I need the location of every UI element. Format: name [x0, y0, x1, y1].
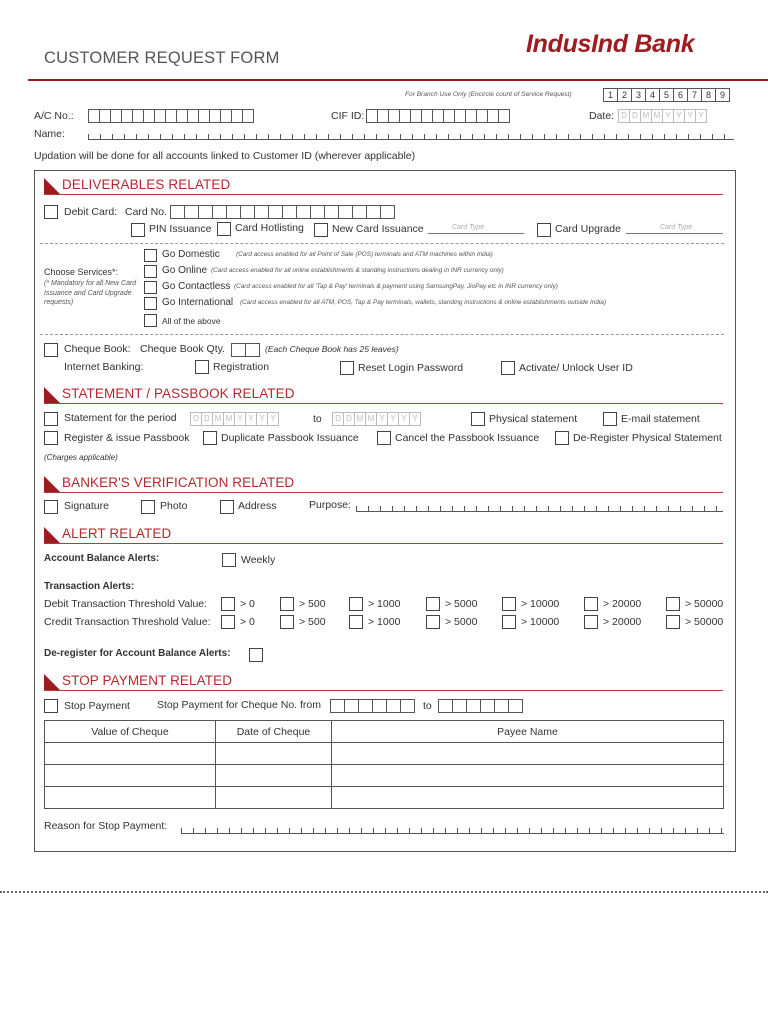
duplicate-passbook-label: Duplicate Passbook Issuance: [221, 432, 359, 444]
date-digit-box[interactable]: Y: [662, 109, 674, 123]
service-count-box[interactable]: 7: [687, 88, 702, 102]
debit-threshold-label: Debit Transaction Threshold Value:: [44, 598, 208, 610]
weekly-checkbox[interactable]: [222, 553, 236, 567]
stop-payment-label: Stop Payment: [64, 700, 130, 712]
form-title: CUSTOMER REQUEST FORM: [44, 49, 280, 67]
digit-box[interactable]: [386, 699, 401, 713]
section-marker-icon: [44, 387, 60, 403]
pin-issuance-label: PIN Issuance: [149, 223, 212, 235]
reason-label: Reason for Stop Payment:: [44, 820, 168, 832]
credit-threshold-value: > 5000: [445, 616, 478, 628]
section-verification: [44, 475, 723, 493]
table-cell[interactable]: [45, 765, 216, 787]
service-count-box[interactable]: 6: [673, 88, 688, 102]
credit-threshold-label: Credit Transaction Threshold Value:: [44, 616, 211, 628]
digit-box[interactable]: [240, 205, 255, 219]
cut-line: [0, 891, 768, 893]
digit-box[interactable]: [296, 205, 311, 219]
date-digit-box[interactable]: M: [651, 109, 663, 123]
period-from-date[interactable]: [190, 412, 278, 426]
section-deliverables: [44, 177, 723, 195]
digit-box[interactable]: [254, 205, 269, 219]
table-row[interactable]: [45, 787, 724, 809]
cancel-passbook-label: Cancel the Passbook Issuance: [395, 432, 540, 444]
digit-box[interactable]: [198, 205, 213, 219]
mandatory-note: (* Mandatory for all New Card Issuance and Card Upgrade requests): [44, 280, 137, 306]
column-header: Value of Cheque: [45, 721, 216, 743]
debit-threshold-value: > 500: [299, 598, 326, 610]
section-marker-icon: [44, 527, 60, 543]
register-passbook-checkbox[interactable]: [44, 431, 58, 445]
section-alert: [44, 526, 723, 544]
credit-threshold-value: > 50000: [685, 616, 724, 628]
card-no-boxes[interactable]: [170, 205, 394, 219]
section-title: STATEMENT / PASSBOOK RELATED: [62, 386, 295, 401]
column-header: Date of Cheque: [216, 721, 332, 743]
digit-box[interactable]: [344, 699, 359, 713]
table-cell[interactable]: [332, 787, 724, 809]
credit-threshold-checkbox[interactable]: [280, 615, 294, 629]
digit-box[interactable]: [494, 699, 509, 713]
service-count-box[interactable]: 1: [603, 88, 618, 102]
statement-period-checkbox[interactable]: [44, 412, 58, 426]
cif-id-boxes[interactable]: [366, 109, 509, 123]
section-marker-icon: [44, 476, 60, 492]
debit-threshold-value: > 10000: [521, 598, 560, 610]
weekly-label: Weekly: [241, 554, 276, 566]
table-cell[interactable]: [216, 765, 332, 787]
bank-logo: IndusInd Bank: [526, 30, 695, 58]
date-digit-box[interactable]: M: [365, 412, 377, 426]
debit-threshold-value: > 5000: [445, 598, 478, 610]
internet-banking-label: Internet Banking:: [64, 361, 144, 373]
deregister-statement-label: De-Register Physical Statement: [573, 432, 722, 444]
cancel-passbook-checkbox[interactable]: [377, 431, 391, 445]
date-digit-box[interactable]: Y: [256, 412, 268, 426]
digit-box[interactable]: [282, 205, 297, 219]
section-title: STOP PAYMENT RELATED: [62, 673, 233, 688]
digit-box[interactable]: [324, 205, 339, 219]
table-row[interactable]: [45, 765, 724, 787]
service-name: Go Contactless: [162, 281, 231, 292]
cheque-qty-label: Cheque Book Qty.: [140, 343, 226, 355]
date-digit-box[interactable]: Y: [673, 109, 685, 123]
service-count-box[interactable]: 2: [617, 88, 632, 102]
digit-box[interactable]: [498, 109, 510, 123]
date-digit-box[interactable]: D: [332, 412, 344, 426]
service-checkbox[interactable]: [144, 281, 157, 294]
cheque-from-label: Stop Payment for Cheque No. from: [157, 699, 321, 711]
date-digit-box[interactable]: M: [640, 109, 652, 123]
digit-box[interactable]: [310, 205, 325, 219]
debit-threshold-checkbox[interactable]: [426, 597, 440, 611]
name-field[interactable]: [88, 131, 734, 140]
service-checkbox[interactable]: [144, 265, 157, 278]
digit-box[interactable]: [380, 205, 395, 219]
service-count-box[interactable]: 9: [715, 88, 730, 102]
table-cell[interactable]: [332, 765, 724, 787]
section-marker-icon: [44, 178, 60, 194]
stop-payment-checkbox[interactable]: [44, 699, 58, 713]
registration-label: Registration: [213, 361, 270, 373]
service-count-boxes[interactable]: [603, 88, 729, 102]
credit-threshold-checkbox[interactable]: [349, 615, 363, 629]
digit-box[interactable]: [245, 343, 260, 357]
date-digit-box[interactable]: Y: [245, 412, 257, 426]
cheque-qty-boxes[interactable]: [231, 343, 259, 357]
period-to-label: to: [313, 413, 322, 425]
table-cell[interactable]: [45, 743, 216, 765]
service-note: (Card access enabled for all Point of Sale (POS) terminals and ATM machines within India): [236, 251, 493, 258]
reset-password-label: Reset Login Password: [358, 362, 464, 374]
date-digit-box[interactable]: Y: [387, 412, 399, 426]
table-cell[interactable]: [216, 787, 332, 809]
table-row[interactable]: [45, 743, 724, 765]
digit-box[interactable]: [358, 699, 373, 713]
new-card-label: New Card Issuance: [332, 223, 424, 235]
date-digit-box[interactable]: M: [212, 412, 224, 426]
cheque-to-label: to: [423, 700, 432, 712]
cheque-from-boxes[interactable]: [330, 699, 414, 713]
service-note: (Card access enabled for all ATM, POS, Tap & Pay terminals, wallets, standing instructions & online establishments outside India): [240, 299, 606, 306]
service-count-box[interactable]: 5: [659, 88, 674, 102]
debit-threshold-checkbox[interactable]: [584, 597, 598, 611]
debit-threshold-checkbox[interactable]: [221, 597, 235, 611]
service-checkbox[interactable]: [144, 249, 157, 262]
table-cell[interactable]: [332, 743, 724, 765]
digit-box[interactable]: [226, 205, 241, 219]
credit-threshold-checkbox[interactable]: [221, 615, 235, 629]
charges-note: (Charges applicable): [44, 453, 118, 462]
registration-checkbox[interactable]: [195, 360, 209, 374]
cheque-book-checkbox[interactable]: [44, 343, 58, 357]
credit-threshold-value: > 0: [240, 616, 255, 628]
date-digit-box[interactable]: Y: [684, 109, 696, 123]
credit-threshold-checkbox[interactable]: [584, 615, 598, 629]
purpose-label: Purpose:: [309, 499, 352, 511]
digit-box[interactable]: [184, 205, 199, 219]
register-passbook-label: Register & issue Passbook: [64, 432, 190, 444]
service-name: Go International: [162, 297, 234, 308]
date-digit-box[interactable]: Y: [409, 412, 421, 426]
card-hotlisting-label: Card Hotlisting: [235, 222, 304, 234]
card-upgrade-checkbox[interactable]: [537, 223, 551, 237]
digit-box[interactable]: [366, 205, 381, 219]
ac-no-boxes[interactable]: [88, 109, 253, 123]
duplicate-passbook-checkbox[interactable]: [203, 431, 217, 445]
cif-id-label: CIF ID:: [331, 110, 365, 122]
credit-threshold-checkbox[interactable]: [666, 615, 680, 629]
purpose-field[interactable]: [356, 503, 723, 512]
table-cell[interactable]: [45, 787, 216, 809]
address-label: Address: [238, 500, 277, 512]
debit-card-label: Debit Card:: [64, 206, 118, 218]
service-note: (Card access enabled for all 'Tap & Pay' terminals & payment using SamsungPay, JioPay etc in INR currency only): [234, 283, 558, 290]
address-checkbox[interactable]: [220, 500, 234, 514]
digit-box[interactable]: [170, 205, 185, 219]
all-above-checkbox[interactable]: [144, 314, 157, 327]
digit-box[interactable]: [352, 205, 367, 219]
all-above-label: All of the above: [162, 316, 221, 326]
statement-period-label: Statement for the period: [64, 412, 177, 424]
date-digit-box[interactable]: D: [618, 109, 630, 123]
service-count-box[interactable]: 3: [631, 88, 646, 102]
balance-alerts-label: Account Balance Alerts:: [44, 553, 160, 564]
debit-threshold-checkbox[interactable]: [280, 597, 294, 611]
photo-checkbox[interactable]: [141, 500, 155, 514]
debit-threshold-checkbox[interactable]: [349, 597, 363, 611]
service-name: Go Domestic: [162, 249, 220, 260]
digit-box[interactable]: [330, 699, 345, 713]
digit-box[interactable]: [338, 205, 353, 219]
date-digit-box[interactable]: Y: [234, 412, 246, 426]
digit-box[interactable]: [268, 205, 283, 219]
digit-box[interactable]: [372, 699, 387, 713]
service-checkbox[interactable]: [144, 297, 157, 310]
digit-box[interactable]: [231, 343, 246, 357]
deregister-alerts-label: De-register for Account Balance Alerts:: [44, 648, 231, 659]
date-digit-box[interactable]: Y: [695, 109, 707, 123]
cheque-to-boxes[interactable]: [438, 699, 522, 713]
digit-box[interactable]: [466, 699, 481, 713]
table-cell[interactable]: [216, 743, 332, 765]
date-digit-box[interactable]: Y: [267, 412, 279, 426]
stop-payment-table: [44, 720, 724, 809]
credit-threshold-value: > 500: [299, 616, 326, 628]
service-note: (Card access enabled for all online establishments & standing instructions dealing in INR currency only): [211, 267, 504, 274]
email-statement-checkbox[interactable]: [603, 412, 617, 426]
divider: [40, 243, 724, 244]
debit-threshold-value: > 1000: [368, 598, 401, 610]
date-digit-box[interactable]: D: [343, 412, 355, 426]
new-card-type-field[interactable]: Card Type: [428, 224, 524, 234]
digit-box[interactable]: [212, 205, 227, 219]
divider: [40, 334, 724, 335]
credit-threshold-value: > 1000: [368, 616, 401, 628]
debit-threshold-value: > 0: [240, 598, 255, 610]
unlock-user-label: Activate/ Unlock User ID: [519, 362, 633, 374]
digit-box[interactable]: [438, 699, 453, 713]
date-digit-box[interactable]: M: [354, 412, 366, 426]
service-name: Go Online: [162, 265, 208, 276]
email-statement-label: E-mail statement: [621, 413, 700, 425]
debit-threshold-checkbox[interactable]: [666, 597, 680, 611]
section-marker-icon: [44, 674, 60, 690]
digit-box[interactable]: [400, 699, 415, 713]
physical-statement-label: Physical statement: [489, 413, 578, 425]
updation-note: Updation will be done for all accounts linked to Customer ID (wherever applicable): [34, 150, 416, 162]
credit-threshold-checkbox[interactable]: [502, 615, 516, 629]
reason-field[interactable]: [181, 825, 724, 834]
date-label: Date:: [589, 110, 615, 122]
section-stop-payment: [44, 673, 723, 691]
transaction-alerts-label: Transaction Alerts:: [44, 581, 135, 592]
new-card-checkbox[interactable]: [314, 223, 328, 237]
period-to-date[interactable]: [332, 412, 420, 426]
section-statement: [44, 386, 723, 404]
section-title: ALERT RELATED: [62, 526, 172, 541]
deregister-statement-checkbox[interactable]: [555, 431, 569, 445]
digit-box[interactable]: [242, 109, 254, 123]
card-hotlisting-checkbox[interactable]: [217, 222, 231, 236]
date-digit-box[interactable]: Y: [376, 412, 388, 426]
column-header: Payee Name: [332, 721, 724, 743]
date-digit-box[interactable]: D: [201, 412, 213, 426]
credit-threshold-value: > 20000: [603, 616, 642, 628]
cheque-note: (Each Cheque Book has 25 leaves): [265, 344, 399, 354]
digit-box[interactable]: [508, 699, 523, 713]
date-digit-box[interactable]: Y: [398, 412, 410, 426]
debit-threshold-value: > 50000: [685, 598, 724, 610]
digit-box[interactable]: [480, 699, 495, 713]
physical-statement-checkbox[interactable]: [471, 412, 485, 426]
debit-threshold-value: > 20000: [603, 598, 642, 610]
card-upgrade-label: Card Upgrade: [555, 223, 621, 235]
credit-threshold-value: > 10000: [521, 616, 560, 628]
debit-card-checkbox[interactable]: [44, 205, 58, 219]
service-count-box[interactable]: 8: [701, 88, 716, 102]
debit-threshold-checkbox[interactable]: [502, 597, 516, 611]
table-header-row: [45, 721, 724, 743]
date-digit-box[interactable]: D: [190, 412, 202, 426]
digit-box[interactable]: [452, 699, 467, 713]
cheque-book-label: Cheque Book:: [64, 343, 131, 355]
service-count-box[interactable]: 4: [645, 88, 660, 102]
ac-no-label: A/C No.:: [34, 110, 74, 122]
reset-password-checkbox[interactable]: [340, 361, 354, 375]
card-no-label: Card No.: [125, 206, 168, 218]
section-title: DELIVERABLES RELATED: [62, 177, 231, 192]
upgrade-card-type-field[interactable]: Card Type: [626, 224, 723, 234]
signature-label: Signature: [64, 500, 109, 512]
date-digit-box[interactable]: D: [629, 109, 641, 123]
deregister-alerts-checkbox[interactable]: [249, 648, 263, 662]
pin-issuance-checkbox[interactable]: [131, 223, 145, 237]
date-boxes[interactable]: [618, 109, 706, 123]
choose-services-label: Choose Services*:: [44, 267, 119, 277]
unlock-user-checkbox[interactable]: [501, 361, 515, 375]
credit-threshold-checkbox[interactable]: [426, 615, 440, 629]
header-rule: [28, 79, 768, 81]
photo-label: Photo: [160, 500, 188, 512]
signature-checkbox[interactable]: [44, 500, 58, 514]
name-label: Name:: [34, 128, 65, 140]
branch-use-note: For Branch Use Only (Encircle count of Service Request): [405, 91, 572, 98]
section-title: BANKER'S VERIFICATION RELATED: [62, 475, 295, 490]
date-digit-box[interactable]: M: [223, 412, 235, 426]
